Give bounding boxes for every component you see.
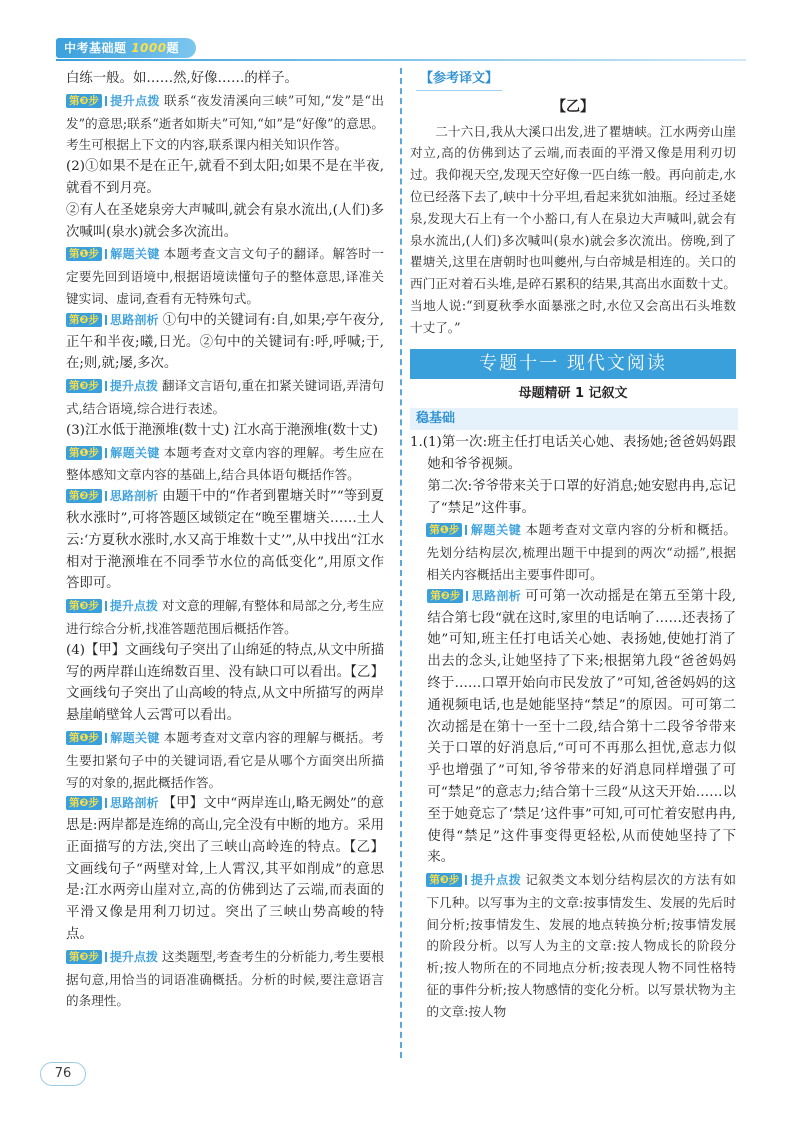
hint-label: 提升点拨 (465, 873, 521, 887)
hint-label: 解题关键 (105, 247, 160, 261)
step-badge: 第❶步 (66, 731, 102, 745)
hint-block: 第❸步 提升点拨 翻译文言语句,重在扣紧关键词语,弄清句式,结合语境,综合进行表述。 (66, 378, 385, 416)
section-subtitle: 母题精研 1 记叙文 (518, 385, 628, 401)
hint-label: 思路剖析 (466, 589, 521, 603)
step-badge: 第❸步 (66, 950, 102, 964)
hint-block: 第❷步 思路剖析 ①句中的关键词有:自,如果;亭午夜分,正午和半夜;曦,日光。②句中的关键词有:呼,呼喊;于,在;则,就;屡,多次。 (66, 312, 384, 372)
hint-block: 第❶步 解题关键 本题考查文言文句子的翻译。解答时一定要先回到语境中,根据语境读懂句子的整体意思,译准关键实词、虚词,查看有无特殊句式。 (66, 246, 384, 306)
hint-block: 第❸步 提升点拨 对文意的理解,有整体和局部之分,考生应进行综合分析,找准答题范围后概括作答。 (66, 598, 385, 636)
answer-line: (3)江水低于滟滪堆(数十丈) 江水高于滟滪堆(数十丈) (66, 422, 378, 438)
hint-label: 解题关键 (465, 523, 521, 537)
answer-line: (4)【甲】文画线句子突出了山绵延的特点,从文中所描写的两岸群山连绵数百里、没有缺口可以看出。【乙】文画线句子突出了山高峻的特点,从文中所描写的两岸悬崖峭壁耸人云霄可以看出。 (66, 642, 384, 724)
step-badge: 第❷步 (66, 796, 102, 810)
reference-translation-label: 【参考译文】 (416, 68, 502, 91)
step-badge: 第❸步 (426, 873, 462, 887)
step-badge: 第❷步 (427, 589, 463, 603)
basic-level-label: 稳基础 (410, 408, 738, 430)
answer-line: 1.(1)第一次:班主任打电话关心她、表扬她;爸爸妈妈跟她和爷爷视频。 (410, 435, 736, 472)
hint-block: 第❷步 思路剖析 可可第一次动摇是在第五至第十段,结合第七段“就在这时,家里的电话响了……还表扬了她”可知,班主任打电话关心她、表扬她,使她打消了出去的念头,让她坚持了下来;根据第九段“爸爸妈妈终于……口罩开始向市民发放了”可知,爸爸妈妈的这通视频电话,也是她能坚持“禁足”的原因。可可第二次动摇是在第十一至十二段,结合第十二段爷爷带来关于口罩的好消息后,“可可不再那么担忧,意志力似乎也增强了”可知,爷爷带来的好消息同样增强了可可“禁足”的意志力;结合第十三段“从这天开始……以至于她竟忘了‘禁足’这件事”可知,可可忙着安慰冉冉,使得“禁足”这件事变得更轻松,从而使她坚持了下来。 (427, 588, 736, 866)
hint-label: 思路剖析 (105, 796, 159, 810)
hint-block: 第❸步 提升点拨 记叙类文本划分结构层次的方法有如下几种。以写事为主的文章:按事情发生、发展的先后时间分析;按事情发生、发展的地点转换分析;按事情发展的阶段分析。以写人为主的文章:按人物成长的阶段分析;按人物所在的不同地点分析;按表现人物不同性格特征的事件分析;按人物感情的变化分析。以写景状物为主的文章:按人物 (426, 872, 736, 1019)
answer-line: 第二次:爷爷带来关于口罩的好消息;她安慰冉冉,忘记了“禁足”这件事。 (427, 478, 736, 516)
series-title: 中考基础题 (64, 41, 127, 55)
step-badge: 第❶步 (66, 247, 102, 261)
hint-label: 提升点拨 (105, 950, 158, 964)
hint-block: 第❸步 提升点拨 这类题型,考查考生的分析能力,考生要根据句意,用恰当的词语准确概括。分析的时候,要注意语言的条理性。 (66, 948, 385, 1009)
step-badge: 第❸步 (66, 94, 102, 108)
step-badge: 第❶步 (66, 446, 102, 460)
answer-line: (2)①如果不是在正午,就看不到太阳;如果不是在半夜,就看不到月亮。 (66, 159, 384, 196)
header-rule (56, 59, 746, 61)
hint-block: 第❸步 提升点拨 联系“夜发清溪向三峡”可知,“发”是“出发”的意思;联系“逝者如斯夫”可知,“如”是“好像”的意思。考生可根据上下文的内容,联系课内相关知识作答。 (66, 92, 384, 153)
hint-label: 提升点拨 (105, 379, 158, 393)
step-badge: 第❸步 (66, 379, 102, 393)
series-suffix: 题 (166, 41, 180, 55)
series-header-tab (56, 38, 196, 58)
left-column (66, 68, 384, 1012)
hint-block: 第❷步 思路剖析 【甲】文中“两岸连山,略无阙处”的意思是:两岸都是连绵的高山,完全没有中断的地方。采用正面描写的方法,突出了三峡山高岭连的特点。【乙】文画线句子“两壁对耸,上人霄汉,其平如削成”的意思是:江水两旁山崖对立,高的仿佛到达了云端,而表面的平滑又像是用利刀切过。突出了三峡山势高峻的特点。 (66, 796, 384, 943)
right-column (410, 68, 736, 1023)
hint-block: 第❶步 解题关键 本题考查对文章内容的理解。考生应在整体感知文章内容的基础上,结合具体语句概括作答。 (66, 444, 384, 483)
hint-block: 第❶步 解题关键 本题考查对文章内容的分析和概括。先划分结构层次,梳理出题干中提到的两次“动摇”,根据相关内容概括出主要事件即可。 (426, 522, 736, 582)
series-number: 1000 (131, 41, 167, 55)
answer-line: ②有人在圣姥泉旁大声喊叫,就会有泉水流出,(人们)多次喊叫(泉水)就会多次流出。 (66, 202, 384, 240)
step-badge: 第❸步 (66, 599, 102, 613)
page-number: 76 (40, 1062, 86, 1086)
step-badge: 第❷步 (66, 313, 102, 327)
hint-block: 第❷步 思路剖析 由题干中的“作者到瞿塘关时”“等到夏秋水涨时”,可将答题区域锁定在“晚至瞿塘关……土人云:‘方夏秋水涨时,水又高于堆数十丈’”,从中找出“江水相对于滟滪堆在不同季节水位的高低变化”,用原文作答即可。 (66, 489, 384, 592)
hint-label: 解题关键 (105, 731, 160, 745)
reference-heading: 【乙】 (552, 98, 594, 115)
hint-block: 第❶步 解题关键 本题考查对文章内容的理解与概括。考生要扣紧句子中的关键词语,看它是从哪个方面突出所描写的对象的,据此概括作答。 (66, 729, 384, 790)
answer-line: 白练一般。如……然,好像……的样子。 (66, 71, 298, 86)
column-divider (400, 68, 402, 1058)
reference-translation-body: 二十六日,我从大溪口出发,进了瞿塘峡。江水两旁山崖对立,高的仿佛到达了云端,而表面的平滑又像是用利刃切过。我仰视天空,发现天空好像一匹白练一般。再向前走,水位已经落下去了,峡中十分平坦,看起来犹如油瓶。经过圣姥泉,发现大石上有一个小豁口,有人在泉边大声喊叫,就会有泉水流出,(人们)多次喊叫(泉水)就会多次流出。傍晚,到了瞿塘关,这里在唐朝时也叫夔州,与白帝城是相连的。关口的西门正对着石头堆,是碎石累积的结果,其高出水面数十丈。当地人说:“到夏秋季水面暴涨之时,水位又会高出石头堆数十丈了。” (410, 123, 736, 335)
hint-label: 解题关键 (105, 446, 160, 460)
hint-label: 提升点拨 (105, 94, 160, 108)
hint-label: 提升点拨 (105, 599, 158, 613)
step-badge: 第❶步 (426, 523, 462, 537)
hint-label: 思路剖析 (105, 489, 158, 503)
step-badge: 第❷步 (66, 489, 102, 503)
topic-banner: 专题十一 现代文阅读 (410, 349, 736, 379)
hint-label: 思路剖析 (105, 313, 159, 327)
